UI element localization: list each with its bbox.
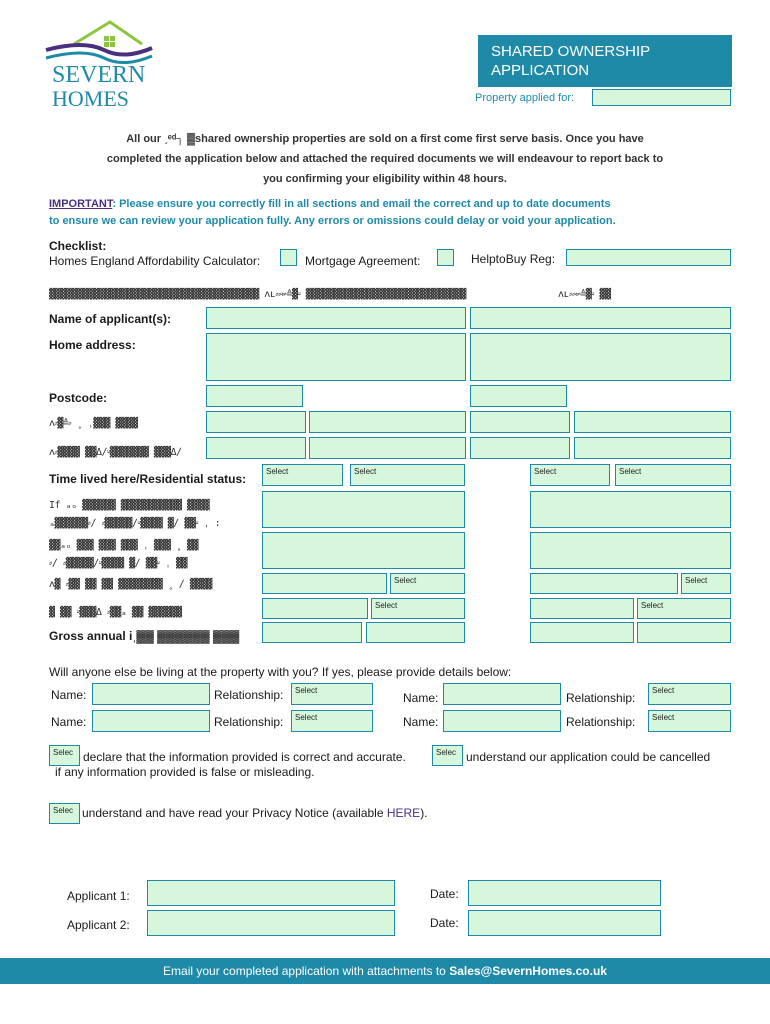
date2-input[interactable] <box>468 910 661 936</box>
header-title-line2: APPLICATION <box>491 62 590 79</box>
applicant2-sign-input[interactable] <box>147 910 395 936</box>
applicant2-sign-label: Applicant 2: <box>67 918 130 932</box>
other4-relationship-label: Relationship: <box>566 715 636 729</box>
privacy-text-a: understand and have read your Privacy Notice (available <box>82 806 387 820</box>
applicant2-name-input[interactable] <box>470 307 731 329</box>
checklist-title: Checklist: <box>49 239 107 253</box>
applicant2-email2-input[interactable] <box>574 437 731 459</box>
applicant1-email-input[interactable] <box>206 437 306 459</box>
tel-label: ʌ⸗▓≙⸗ ˳ ˌ▓▓▓ ▓▓▓▓ <box>49 418 138 429</box>
applicant-header-1: ▓▓▓▓▓▓▓▓▓▓▓▓▓▓▓▓▓▓▓▓▓▓▓▓▓▓▓▓▓▓▓▓▓▓▓▓▓▓ ʌʟ⸗⸗⇍≙▓⸚ ▓▓▓▓▓▓▓▓▓▓▓▓▓▓▓▓▓▓▓▓▓▓▓▓▓▓▓▓▓ <box>49 289 466 300</box>
applicant1-address-input[interactable] <box>206 333 466 381</box>
other1-relationship-label: Relationship: <box>214 688 284 702</box>
employment-label: ʌ▓ ⸗▓▓ ▓▓ ▓▓ ▓▓▓▓▓▓▓▓ ˳ ∕ ▓▓▓▓ <box>49 579 212 590</box>
applicant1-employ2-input[interactable] <box>262 598 368 619</box>
applicant2-tel2-input[interactable] <box>574 411 731 433</box>
other3-name-input[interactable] <box>92 710 210 732</box>
applicant1-employ-select[interactable]: Select <box>390 573 465 594</box>
important-notice <box>49 196 749 230</box>
other2-relationship-label: Relationship: <box>566 691 636 705</box>
applicant1-status-select[interactable]: Select <box>350 464 465 486</box>
date1-input[interactable] <box>468 880 661 906</box>
applicant2-address-input[interactable] <box>470 333 731 381</box>
row3-label-2: ⸗∕ ⸗▓▓▓▓▓∕⸚▓▓▓▓ ▓∕ ▓▓⸚ ˌ ▓▓ <box>49 558 188 569</box>
applicant1-row3-input[interactable] <box>262 532 465 569</box>
other1-relationship-select[interactable]: Select <box>291 683 373 705</box>
date2-label: Date: <box>430 916 459 930</box>
declare-cancel-select[interactable]: Selec <box>432 745 463 766</box>
declare-accurate-text: declare that the information provided is correct and accurate. <box>83 750 406 764</box>
applicant2-prev-address-input[interactable] <box>530 491 731 528</box>
intro-line1: All our ˏᵉᵈ┐ ▓shared ownership properties are sold on a first come first serve basis. Once you have <box>126 133 644 145</box>
brand-name-line1: SEVERN <box>52 62 146 88</box>
applicant1-name-input[interactable] <box>206 307 466 329</box>
intro-text <box>20 129 750 189</box>
declare-accurate-select[interactable]: Selec <box>49 745 80 766</box>
applicant1-tel2-input[interactable] <box>309 411 466 433</box>
header-box <box>478 35 732 87</box>
footer-text: Email your completed application with attachments to <box>163 964 450 978</box>
applicant2-status-select[interactable]: Select <box>615 464 731 486</box>
gross-income-label: Gross annual iˌ▓▓ ▓▓▓▓▓▓ ▓▓▓ <box>49 629 240 643</box>
other4-name-label: Name: <box>403 715 439 729</box>
applicant2-employ2-input[interactable] <box>530 598 634 619</box>
applicant1-email2-input[interactable] <box>309 437 466 459</box>
brand-name-line2: HOMES <box>52 86 130 111</box>
applicant2-employ-select[interactable]: Select <box>681 573 731 594</box>
applicant2-employ2-select[interactable]: Select <box>637 598 731 619</box>
property-input[interactable] <box>592 89 731 106</box>
home-address-label: Home address: <box>49 338 136 352</box>
header-title-line1: SHARED OWNERSHIP <box>491 43 651 60</box>
applicant1-employ-input[interactable] <box>262 573 387 594</box>
mortgage-checkbox[interactable] <box>437 249 454 266</box>
mortgage-label: Mortgage Agreement: <box>305 254 421 268</box>
other3-relationship-label: Relationship: <box>214 715 284 729</box>
other3-relationship-select[interactable]: Select <box>291 710 373 732</box>
intro-line2: completed the application below and attached the required documents we will endeavour to report back to <box>106 153 664 165</box>
row3-label-1: ▓▓ₐₒ ▓▓▓ ▓▓▓ ▓▓▓ ˌ ▓▓▓ ˳ ▓▓ <box>49 540 199 551</box>
applicant1-sign-label: Applicant 1: <box>67 889 130 903</box>
applicant1-income-input[interactable] <box>262 622 362 643</box>
email-label: ʌ⸗▓▓▓▓ ▓▓Δ∕⸚▓▓▓▓▓▓▓ ▓▓▓Δ∕ <box>49 447 182 458</box>
footer-email-link[interactable]: Sales@SevernHomes.co.uk <box>449 964 607 978</box>
applicant2-tel-input[interactable] <box>470 411 570 433</box>
applicant-header-2: ʌʟ⸗⸗⇍≙▓⸚ ▓▓ <box>558 289 611 300</box>
other1-name-label: Name: <box>51 688 87 702</box>
other4-name-input[interactable] <box>443 710 561 732</box>
privacy-link[interactable]: HERE <box>386 806 421 820</box>
other4-relationship-select[interactable]: Select <box>648 710 731 732</box>
brand-logo <box>44 20 154 112</box>
property-label: Property applied for: <box>475 92 575 104</box>
applicant1-postcode-input[interactable] <box>206 385 303 407</box>
important-line2: to ensure we can review your application fully. Any errors or omissions could delay or void your application. <box>49 215 616 227</box>
important-label: IMPORTANT <box>49 198 113 210</box>
employment2-label: ▓ ▓▓ ⸚▓▓▓Δ ⸗▓▓ₐ ▓▓ ▓▓▓▓▓▓ <box>49 607 182 618</box>
postcode-label: Postcode: <box>49 391 108 405</box>
date1-label: Date: <box>430 887 459 901</box>
footer-bar <box>0 958 770 984</box>
calc-checkbox[interactable] <box>280 249 297 266</box>
applicant1-prev-address-input[interactable] <box>262 491 465 528</box>
applicant1-sign-input[interactable] <box>147 880 395 906</box>
prev-address-label-2: ₐ▓▓▓▓▓▓⸗∕ ⸗▓▓▓▓▓∕⸚▓▓▓▓ ▓∕ ▓▓⸚ ˌ : <box>49 518 221 529</box>
applicant2-employ-input[interactable] <box>530 573 678 594</box>
applicant2-income-input[interactable] <box>530 622 634 643</box>
other2-relationship-select[interactable]: Select <box>648 683 731 705</box>
applicant1-income2-input[interactable] <box>366 622 465 643</box>
applicant2-time-select[interactable]: Select <box>530 464 610 486</box>
privacy-text-b: ). <box>420 806 428 820</box>
prev-address-label-1: If ₐₒ ▓▓▓▓▓▓ ▓▓▓▓▓▓▓▓▓▓▓ ▓▓▓▓ <box>49 500 210 511</box>
calc-label: Homes England Affordability Calculator: <box>49 254 261 268</box>
others-question: Will anyone else be living at the property with you? If yes, please provide details below: <box>49 665 512 679</box>
other2-name-input[interactable] <box>443 683 561 705</box>
other1-name-input[interactable] <box>92 683 210 705</box>
privacy-text <box>82 806 428 820</box>
applicant1-employ2-select[interactable]: Select <box>371 598 465 619</box>
privacy-select[interactable]: Selec <box>49 803 80 824</box>
other2-name-label: Name: <box>403 691 439 705</box>
important-line1: : Please ensure you correctly fill in all sections and email the correct and up to date documents <box>112 198 611 210</box>
applicant2-email-input[interactable] <box>470 437 570 459</box>
applicant2-postcode-input[interactable] <box>470 385 567 407</box>
applicant2-income2-input[interactable] <box>637 622 731 643</box>
applicant2-row3-input[interactable] <box>530 532 731 569</box>
declare-cancel-text-2: if any information provided is false or misleading. <box>55 765 315 779</box>
time-lived-label: Time lived here/Residential status: <box>49 472 247 486</box>
intro-line3: you confirming your eligibility within 48 hours. <box>263 173 507 185</box>
htb-input[interactable] <box>566 249 731 266</box>
applicant1-time-select[interactable]: Select <box>262 464 343 486</box>
htb-label: HelptoBuy Reg: <box>471 252 556 266</box>
declare-cancel-text: understand our application could be cancelled <box>466 750 711 764</box>
other3-name-label: Name: <box>51 715 87 729</box>
name-label: Name of applicant(s): <box>49 312 172 326</box>
applicant1-tel-input[interactable] <box>206 411 306 433</box>
